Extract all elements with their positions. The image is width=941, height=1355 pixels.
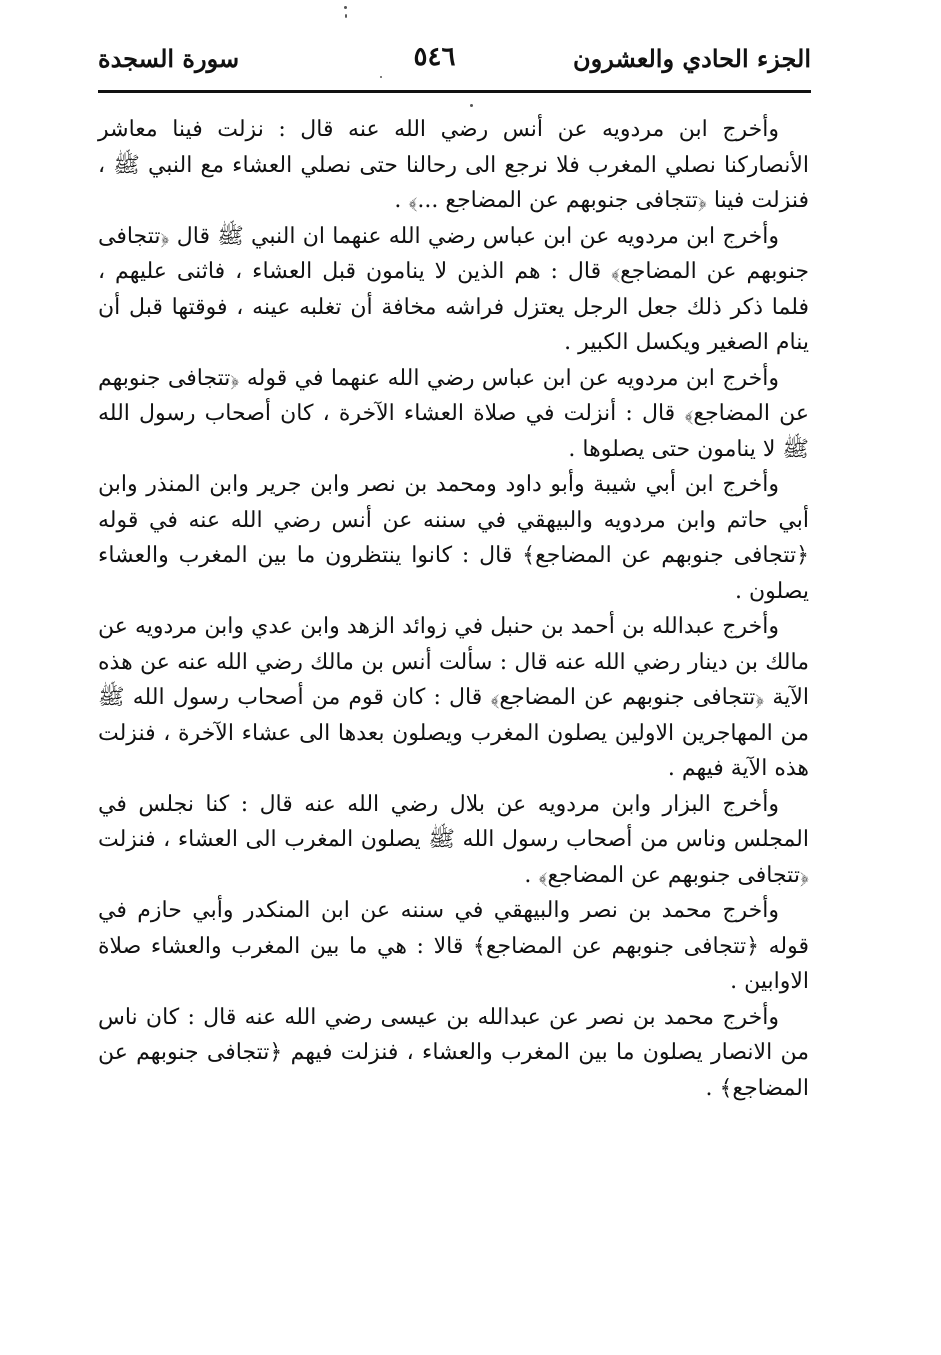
paragraph: وأخرج ابن مردويه عن ابن عباس رضي الله عنهما ان النبي ﷺ قال ﴿تتجافى جنوبهم عن المضاجع﴾ قال : هم الذين لا ينامون قبل العشاء ، فاثنى عليهم ، فلما ذكر ذلك جعل الرجل يعتزل فراشه مخافة أن تغلبه عينه ، فوقتها قبل أن ينام الصغير ويكسل الكبير . — [98, 223, 809, 355]
page-number: ٥٤٦ — [413, 42, 456, 72]
header-divider — [98, 90, 811, 93]
scan-speck — [470, 104, 473, 107]
paragraph: وأخرج محمد بن نصر عن عبدالله بن عيسى رضي الله عنه قال : كان ناس من الانصار يصلون ما بين المغرب والعشاء ، فنزلت فيهم ﴿تتجافى جنوبهم عن المضاجع﴾ . — [98, 1004, 809, 1101]
surah-title: سورة السجدة — [98, 44, 240, 73]
paragraph: وأخرج ابن مردويه عن أنس رضي الله عنه قال : نزلت فينا معاشر الأنصاركنا نصلي المغرب فلا نرجع الى رحالنا حتى نصلي العشاء مع النبي ﷺ ، فنزلت فينا ﴿تتجافى جنوبهم عن المضاجع ...﴾ . — [98, 117, 809, 213]
paragraph: وأخرج محمد بن نصر والبيهقي في سننه عن ابن المنكدر وأبي حازم في قوله ﴿تتجافى جنوبهم عن المضاجع﴾ قالا : هي ما بين المغرب والعشاء صلاة الاوابين . — [98, 898, 809, 994]
page-body — [98, 112, 809, 1106]
running-header — [98, 40, 811, 86]
paragraph: وأخرج البزار وابن مردويه عن بلال رضي الله عنه قال : كنا نجلس في المجلس وناس من أصحاب رسول الله ﷺ يصلون المغرب الى العشاء ، فنزلت ﴿تتجافى جنوبهم عن المضاجع﴾ . — [98, 791, 809, 888]
scan-speck — [344, 6, 347, 9]
part-title: الجزء الحادي والعشرون — [573, 44, 811, 73]
paragraph: وأخرج عبدالله بن أحمد بن حنبل في زوائد الزهد وابن عدي وابن مردويه عن مالك بن دينار رضي الله عنه قال : سألت أنس بن مالك رضي الله عنه عن هذه الآية ﴿تتجافى جنوبهم عن المضاجع﴾ قال : كان قوم من أصحاب رسول الله ﷺ من المهاجرين الاولين يصلون المغرب ويصلون بعدها الى عشاء الآخرة ، فنزلت هذه الآية فيهم . — [98, 614, 809, 781]
paragraph: وأخرج ابن أبي شيبة وأبو داود ومحمد بن نصر وابن جرير وابن المنذر وابن أبي حاتم وابن مردويه والبيهقي في سننه عن أنس رضي الله عنه في قوله ﴿تتجافى جنوبهم عن المضاجع﴾ قال : كانوا ينتظرون ما بين المغرب والعشاء يصلون . — [98, 472, 809, 604]
paragraph: وأخرج ابن مردويه عن ابن عباس رضي الله عنهما في قوله ﴿تتجافى جنوبهم عن المضاجع﴾ قال : أنزلت في صلاة العشاء الآخرة ، كان أصحاب رسول الله ﷺ لا ينامون حتى يصلوها . — [98, 365, 809, 462]
scan-speck — [345, 14, 347, 18]
